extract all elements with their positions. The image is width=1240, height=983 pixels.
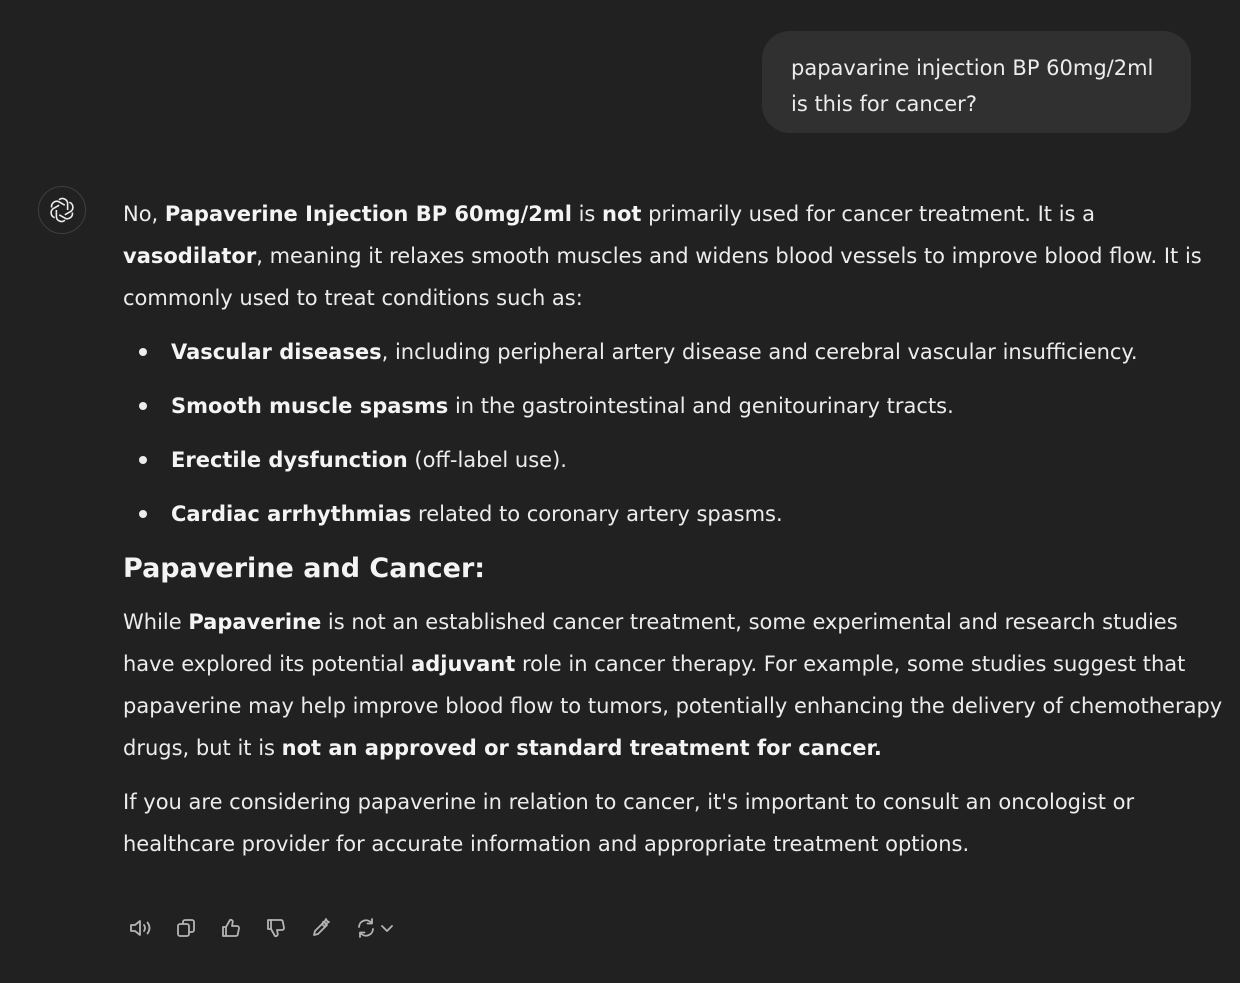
list-item-text: , including peripheral artery disease and cerebral vascular insufficiency. xyxy=(381,340,1138,364)
para2-text-2: is not an established cancer treatment, some experimental and research studies have explored its potential xyxy=(123,610,1178,676)
user-message-line-1: papavarine injection BP 60mg/2ml xyxy=(791,56,1154,80)
assistant-message xyxy=(123,193,1223,865)
cancer-paragraph xyxy=(123,601,1223,769)
intro-bold-vasodilator: vasodilator xyxy=(123,244,257,268)
message-action-bar xyxy=(123,910,409,946)
chevron-down-icon xyxy=(380,916,394,940)
para2-bold-not-approved: not an approved or standard treatment for cancer. xyxy=(281,736,882,760)
list-item xyxy=(123,331,1223,373)
para2-text-3: role in cancer therapy. For example, some studies suggest that papaverine may help improve blood flow to tumors, potentially enhancing the delivery of chemotherapy drugs, but it is xyxy=(123,652,1223,760)
intro-text-3: primarily used for cancer treatment. It is a xyxy=(641,202,1096,226)
thumbs-down-icon xyxy=(264,916,288,940)
para2-text-1: While xyxy=(123,610,189,634)
edit-pencil-icon xyxy=(309,916,333,940)
list-item-text: (off-label use). xyxy=(407,448,567,472)
user-message-line-2: is this for cancer? xyxy=(791,92,977,116)
user-message-bubble xyxy=(762,31,1191,133)
list-item xyxy=(123,439,1223,481)
list-item-text: in the gastrointestinal and genitourinary tracts. xyxy=(448,394,954,418)
list-item-bold: Erectile dysfunction xyxy=(171,448,408,472)
intro-text-2: is xyxy=(571,202,603,226)
intro-text-4: , meaning it relaxes smooth muscles and widens blood vessels to improve blood flow. It is commonly used to treat conditions such as: xyxy=(123,244,1202,310)
thumbs-up-icon xyxy=(219,916,243,940)
para2-bold-adjuvant: adjuvant xyxy=(411,652,516,676)
list-item xyxy=(123,493,1223,535)
copy-icon xyxy=(174,916,198,940)
section-heading: Papaverine and Cancer: xyxy=(123,553,486,584)
intro-text-1: No, xyxy=(123,202,165,226)
conditions-list xyxy=(123,331,1223,535)
list-item-bold: Vascular diseases xyxy=(171,340,382,364)
intro-bold-drug-name: Papaverine Injection BP 60mg/2ml xyxy=(164,202,572,226)
good-response-button[interactable] xyxy=(213,910,249,946)
regenerate-button[interactable] xyxy=(348,910,400,946)
openai-logo-icon xyxy=(48,196,76,224)
para2-bold-papaverine: Papaverine xyxy=(188,610,322,634)
speaker-icon xyxy=(128,916,154,940)
list-item-text: related to coronary artery spasms. xyxy=(411,502,783,526)
edit-in-canvas-button[interactable] xyxy=(303,910,339,946)
assistant-avatar xyxy=(38,186,86,234)
read-aloud-button[interactable] xyxy=(123,910,159,946)
copy-button[interactable] xyxy=(168,910,204,946)
list-item xyxy=(123,385,1223,427)
list-item-bold: Smooth muscle spasms xyxy=(171,394,449,418)
bad-response-button[interactable] xyxy=(258,910,294,946)
regenerate-icon xyxy=(354,916,380,940)
intro-paragraph xyxy=(123,193,1223,319)
advice-paragraph: If you are considering papaverine in relation to cancer, it's important to consult an oncologist or healthcare provider for accurate information and appropriate treatment options. xyxy=(123,790,1135,856)
intro-bold-not: not xyxy=(602,202,642,226)
list-item-bold: Cardiac arrhythmias xyxy=(171,502,412,526)
